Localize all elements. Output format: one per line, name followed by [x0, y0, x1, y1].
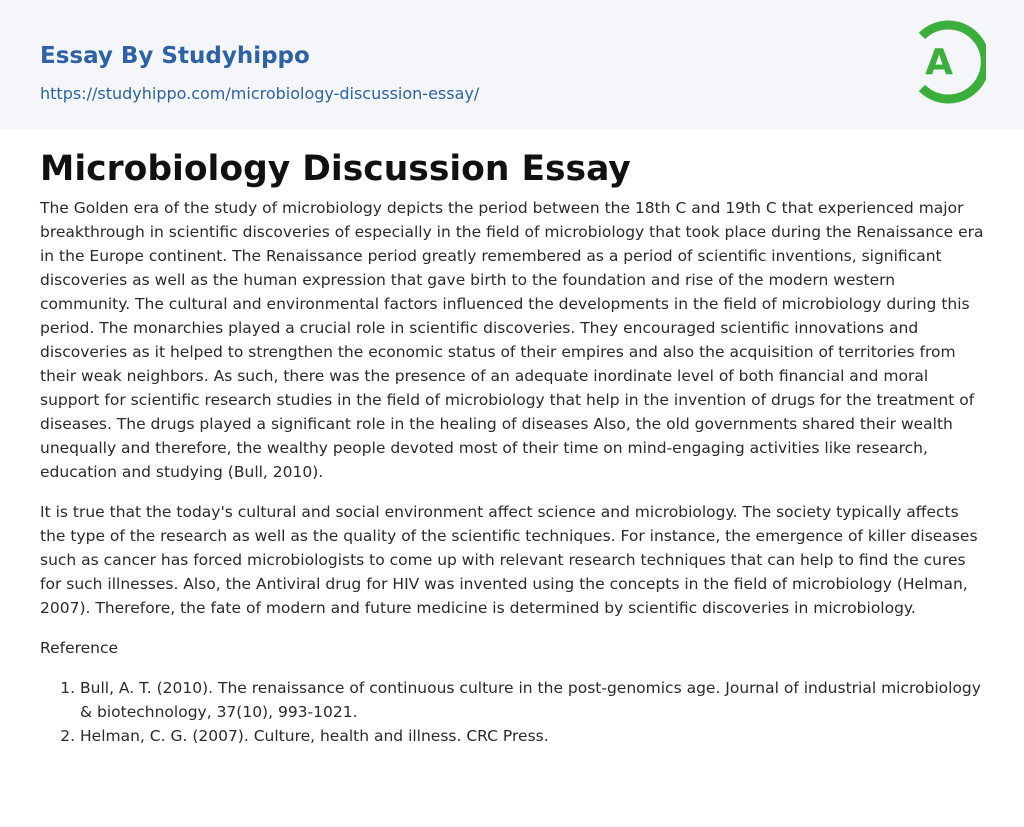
site-header — [0, 0, 1024, 129]
logo-icon[interactable] — [912, 20, 986, 104]
reference-item: 2. Helman, C. G. (2007). Culture, health and illness. CRC Press. — [80, 724, 984, 748]
page-title: Microbiology Discussion Essay — [40, 149, 631, 189]
logo-letter: A — [925, 42, 953, 83]
article-paragraph-1: The Golden era of the study of microbiology depicts the period between the 18th C and 19th C that experienced major breakthrough in scientific discoveries of especially in the field of microbiology that took place during the Renaissance era in the Europe continent. The Renaissance period greatly remembered as a period of scientific inventions, significant discoveries as well as the human expression that gave birth to the foundation and rise of the modern western community. The cultural and environmental factors influenced the developments in the field of microbiology during this period. The monarchies played a crucial role in scientific discoveries. They encouraged scientific innovations and discoveries as it helped to strengthen the economic status of their empires and also the acquisition of territories from their weak neighbors. As such, there was the presence of an adequate inordinate level of both financial and moral support for scientific research studies in the field of microbiology that help in the invention of drugs for the treatment of diseases. The drugs played a significant role in the healing of diseases Also, the old governments shared their wealth unequally and therefore, the wealthy people devoted most of their time on mind-engaging activities like research, education and studying (Bull, 2010). — [40, 199, 984, 481]
reference-list — [40, 676, 984, 748]
reference-heading: Reference — [40, 639, 119, 657]
reference-item: 1. Bull, A. T. (2010). The renaissance of continuous culture in the post-genomics age. Journal of industrial microbiology & biotechnology, 37(10), 993-1021. — [80, 676, 984, 724]
article-url-link[interactable]: https://studyhippo.com/microbiology-discussion-essay/ — [40, 84, 480, 103]
site-brand[interactable]: Essay By Studyhippo — [40, 43, 310, 69]
article-paragraph-2: It is true that the today's cultural and social environment affect science and microbiology. The society typically affects the type of the research as well as the quality of the scientific techniques. For instance, the emergence of killer diseases such as cancer has forced microbiologists to come up with relevant research techniques that can help to find the cures for such illnesses. Also, the Antiviral drug for HIV was invented using the concepts in the field of microbiology (Helman, 2007). Therefore, the fate of modern and future medicine is determined by scientific discoveries in microbiology. — [40, 503, 978, 617]
article-content — [0, 148, 1024, 748]
